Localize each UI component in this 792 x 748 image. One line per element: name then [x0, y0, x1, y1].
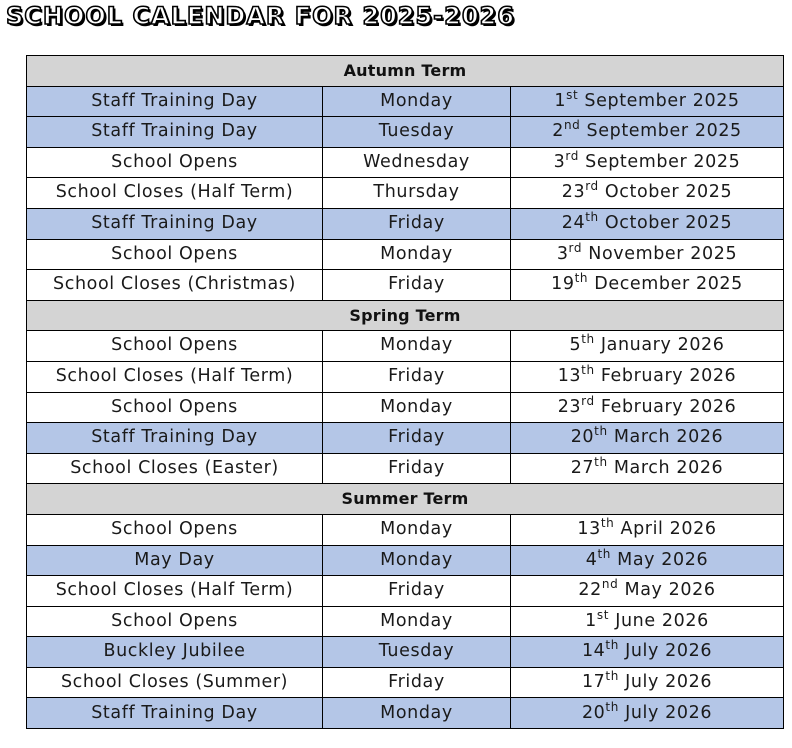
- date-day-number: 1: [554, 90, 567, 111]
- day-cell: Wednesday: [323, 147, 511, 178]
- date-day-number: 2: [552, 121, 564, 142]
- date-cell: [511, 147, 784, 178]
- date-day-number: 19: [551, 274, 575, 295]
- date-day-number: 3: [556, 243, 569, 264]
- date-day-number: 20: [570, 427, 595, 448]
- calendar-row: [27, 606, 784, 637]
- date-ordinal-suffix: th: [585, 210, 599, 225]
- date-ordinal-suffix: th: [600, 515, 615, 530]
- event-cell: School Opens: [27, 606, 323, 637]
- day-cell: Friday: [323, 208, 511, 239]
- calendar-row: [27, 545, 784, 576]
- date-day-number: 1: [585, 610, 597, 631]
- event-cell: Staff Training Day: [27, 698, 323, 729]
- term-heading: Spring Term: [27, 300, 784, 331]
- date-month-year: April 2026: [614, 518, 717, 539]
- date-month-year: May 2026: [618, 580, 716, 601]
- day-cell: Tuesday: [323, 117, 511, 148]
- date-ordinal-suffix: th: [594, 424, 608, 439]
- day-cell: Friday: [323, 423, 511, 454]
- event-cell: School Opens: [27, 147, 323, 178]
- date-cell: [511, 361, 784, 392]
- date-day-number: 27: [570, 457, 595, 478]
- date-ordinal-suffix: nd: [563, 118, 581, 133]
- date-month-year: September 2025: [578, 151, 741, 172]
- calendar-row: [27, 239, 784, 270]
- calendar-row: [27, 270, 784, 301]
- date-day-number: 3: [553, 151, 566, 172]
- date-cell: [511, 423, 784, 454]
- date-month-year: June 2026: [609, 610, 709, 631]
- date-day-number: 20: [581, 702, 606, 723]
- term-heading: Summer Term: [27, 484, 784, 515]
- date-day-number: 5: [569, 335, 582, 356]
- event-cell: School Opens: [27, 331, 323, 362]
- event-cell: School Closes (Half Term): [27, 576, 323, 607]
- calendar-row: [27, 331, 784, 362]
- date-cell: [511, 117, 784, 148]
- date-cell: [511, 208, 784, 239]
- date-cell: [511, 239, 784, 270]
- date-ordinal-suffix: rd: [568, 240, 583, 255]
- event-cell: School Closes (Christmas): [27, 270, 323, 301]
- calendar-row: [27, 667, 784, 698]
- date-cell: [511, 392, 784, 423]
- date-day-number: 17: [581, 671, 606, 692]
- date-ordinal-suffix: st: [596, 607, 610, 622]
- date-ordinal-suffix: rd: [581, 393, 595, 408]
- calendar-row: [27, 117, 784, 148]
- calendar-body: [27, 56, 784, 729]
- day-cell: Monday: [323, 698, 511, 729]
- date-cell: [511, 86, 784, 117]
- calendar-row: [27, 147, 784, 178]
- day-cell: Monday: [323, 514, 511, 545]
- day-cell: Thursday: [323, 178, 511, 209]
- date-ordinal-suffix: rd: [565, 148, 579, 163]
- date-cell: [511, 331, 784, 362]
- date-cell: [511, 606, 784, 637]
- date-ordinal-suffix: st: [566, 87, 579, 102]
- date-cell: [511, 637, 784, 668]
- calendar-row: [27, 392, 784, 423]
- day-cell: Tuesday: [323, 637, 511, 668]
- event-cell: Staff Training Day: [27, 86, 323, 117]
- date-month-year: February 2026: [594, 396, 737, 417]
- event-cell: School Opens: [27, 239, 323, 270]
- event-cell: Staff Training Day: [27, 423, 323, 454]
- event-cell: School Closes (Half Term): [27, 178, 323, 209]
- calendar-row: [27, 698, 784, 729]
- calendar-row: [27, 86, 784, 117]
- term-header-row: [27, 484, 784, 515]
- date-month-year: December 2025: [588, 274, 743, 295]
- event-cell: School Opens: [27, 392, 323, 423]
- day-cell: Friday: [323, 270, 511, 301]
- date-cell: [511, 667, 784, 698]
- date-cell: [511, 514, 784, 545]
- date-day-number: 13: [577, 518, 601, 539]
- date-ordinal-suffix: th: [574, 271, 589, 286]
- date-ordinal-suffix: nd: [601, 577, 619, 592]
- date-cell: [511, 545, 784, 576]
- date-day-number: 4: [585, 549, 598, 570]
- date-day-number: 23: [561, 182, 586, 203]
- date-ordinal-suffix: th: [594, 454, 608, 469]
- event-cell: Staff Training Day: [27, 117, 323, 148]
- calendar-row: [27, 361, 784, 392]
- day-cell: Monday: [323, 545, 511, 576]
- date-day-number: 22: [578, 580, 602, 601]
- event-cell: Buckley Jubilee: [27, 637, 323, 668]
- calendar-row: [27, 178, 784, 209]
- day-cell: Friday: [323, 361, 511, 392]
- calendar-row: [27, 514, 784, 545]
- date-day-number: 14: [581, 641, 606, 662]
- calendar-row: [27, 637, 784, 668]
- date-month-year: October 2025: [598, 182, 733, 203]
- calendar-row: [27, 576, 784, 607]
- date-month-year: July 2026: [618, 702, 713, 723]
- date-month-year: July 2026: [618, 671, 713, 692]
- term-heading: Autumn Term: [27, 56, 784, 87]
- event-cell: May Day: [27, 545, 323, 576]
- calendar-row: [27, 453, 784, 484]
- calendar-row: [27, 208, 784, 239]
- date-day-number: 24: [561, 213, 586, 234]
- calendar-row: [27, 423, 784, 454]
- day-cell: Monday: [323, 331, 511, 362]
- date-month-year: September 2025: [580, 121, 742, 142]
- day-cell: Monday: [323, 86, 511, 117]
- calendar-table: [26, 55, 784, 729]
- event-cell: School Closes (Half Term): [27, 361, 323, 392]
- date-ordinal-suffix: th: [605, 638, 619, 653]
- date-cell: [511, 270, 784, 301]
- term-header-row: [27, 56, 784, 87]
- date-month-year: July 2026: [618, 641, 713, 662]
- event-cell: School Closes (Easter): [27, 453, 323, 484]
- date-cell: [511, 453, 784, 484]
- event-cell: School Opens: [27, 514, 323, 545]
- date-ordinal-suffix: th: [605, 699, 619, 714]
- date-month-year: March 2026: [607, 457, 724, 478]
- date-month-year: February 2026: [594, 365, 737, 386]
- event-cell: School Closes (Summer): [27, 667, 323, 698]
- day-cell: Friday: [323, 453, 511, 484]
- date-month-year: September 2025: [578, 90, 740, 111]
- date-month-year: January 2026: [594, 335, 725, 356]
- event-cell: Staff Training Day: [27, 208, 323, 239]
- day-cell: Monday: [323, 239, 511, 270]
- date-month-year: November 2025: [582, 243, 738, 264]
- date-month-year: October 2025: [598, 213, 733, 234]
- term-header-row: [27, 300, 784, 331]
- date-ordinal-suffix: th: [605, 668, 619, 683]
- day-cell: Friday: [323, 576, 511, 607]
- date-cell: [511, 178, 784, 209]
- date-ordinal-suffix: th: [581, 332, 595, 347]
- date-day-number: 23: [557, 396, 582, 417]
- date-day-number: 13: [557, 365, 582, 386]
- page-title: SCHOOL CALENDAR FOR 2025-2026: [6, 2, 515, 30]
- date-cell: [511, 576, 784, 607]
- date-month-year: March 2026: [607, 427, 724, 448]
- date-ordinal-suffix: th: [597, 546, 611, 561]
- date-cell: [511, 698, 784, 729]
- date-ordinal-suffix: th: [581, 362, 595, 377]
- day-cell: Monday: [323, 392, 511, 423]
- day-cell: Friday: [323, 667, 511, 698]
- date-month-year: May 2026: [611, 549, 709, 570]
- date-ordinal-suffix: rd: [585, 179, 599, 194]
- day-cell: Monday: [323, 606, 511, 637]
